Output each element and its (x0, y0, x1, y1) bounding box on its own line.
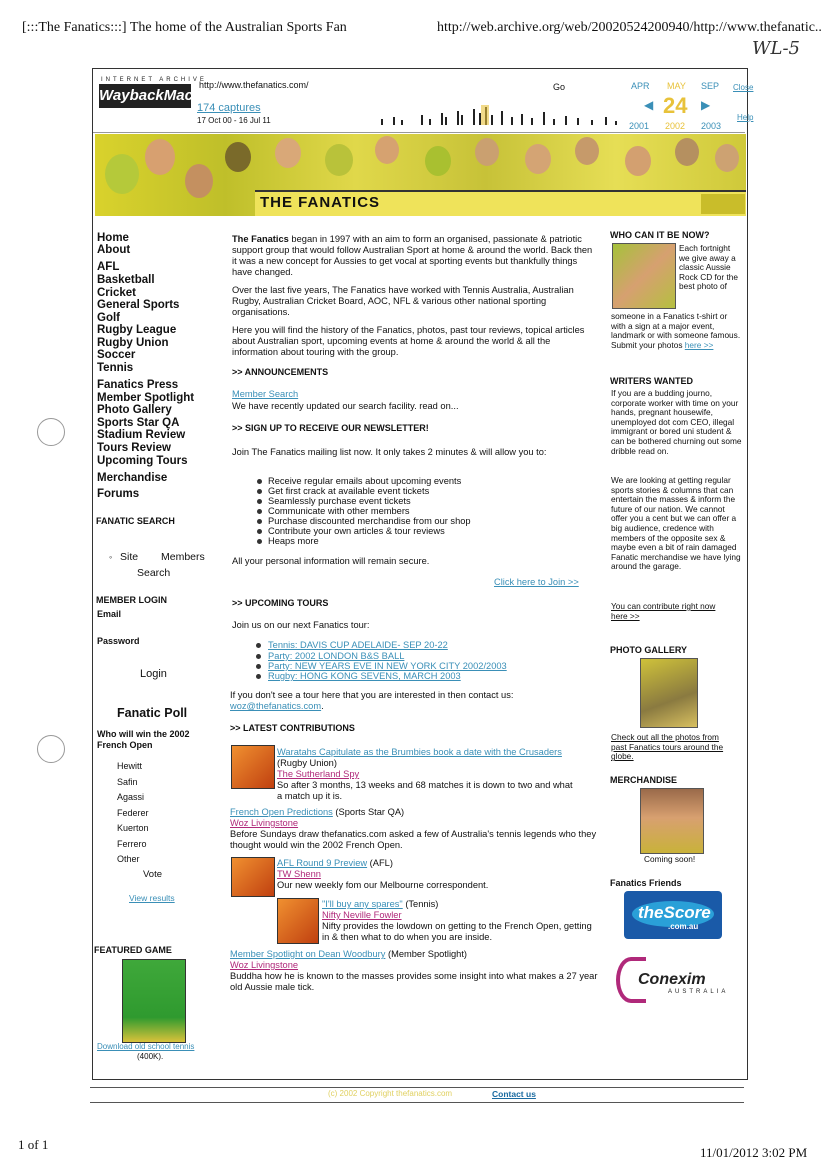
contribution-author-link[interactable]: TW Shenn (277, 869, 321, 879)
tours-intro: Join us on our next Fanatics tour: (232, 620, 370, 630)
search-button[interactable]: Search (137, 567, 171, 579)
contribution-item (277, 858, 577, 891)
intro-text: began in 1997 with an aim to form an organised, passionate & patriotic support group that would follow Australian Sport at home & around the world. Back then it was a new concept for Aussies to get vocal at sporting events but thankfully things have changed. (232, 234, 593, 277)
photo-gallery-heading: PHOTO GALLERY (610, 645, 688, 655)
newsletter-bullet: Seamlessly purchase event tickets (268, 496, 411, 506)
merchandise-image[interactable] (640, 788, 704, 854)
wayback-month-next[interactable]: SEP (701, 81, 720, 91)
bullet-icon (256, 674, 261, 679)
nav-basketball[interactable]: Basketball (97, 274, 155, 286)
wayback-next-arrow-icon[interactable]: ▶ (701, 98, 711, 112)
poll-option-safin[interactable]: Safin (117, 777, 138, 787)
wayback-day: 24 (663, 93, 688, 118)
nav-tours-review[interactable]: Tours Review (97, 442, 171, 454)
wayback-logo[interactable]: WaybackMachine (99, 84, 191, 108)
who-can-it-be-heading: WHO CAN IT BE NOW? (610, 230, 710, 240)
photo-gallery-link[interactable]: Check out all the photos from past Fanatics tours around the globe. (611, 732, 724, 762)
wayback-captures-link[interactable]: 174 captures (197, 102, 261, 114)
poll-question: Who will win the 2002 French Open (97, 729, 190, 750)
friends-heading: Fanatics Friends (610, 878, 682, 888)
nav-home[interactable]: Home (97, 232, 129, 244)
print-date: 11/01/2012 3:02 PM (700, 1145, 808, 1160)
bullet-icon (257, 499, 262, 504)
bullet-icon (257, 529, 262, 534)
contribution-thumbnail[interactable] (231, 857, 275, 897)
member-search-text: We have recently updated our search facility. read on... (232, 401, 459, 411)
winner-photo[interactable] (612, 243, 676, 309)
contribution-title-link[interactable]: "I'll buy any spares" (322, 899, 403, 909)
contribution-tag: (Member Spotlight) (385, 949, 468, 959)
conexim-logo-sub: AUSTRALIA (668, 989, 729, 995)
contribution-item (277, 747, 577, 802)
merchandise-note: Coming soon! (644, 854, 696, 864)
contribution-summary: Buddha how he is known to the masses provides some insight into what makes a 27 year old Aussie male tick. (230, 971, 598, 992)
nav-tennis[interactable]: Tennis (97, 362, 134, 374)
contribution-thumbnail[interactable] (231, 745, 275, 789)
contribution-summary: Our new weekly fom our Melbourne correspondent. (277, 880, 489, 890)
nav-general-sports[interactable]: General Sports (97, 299, 180, 311)
print-page-number: 1 of 1 (18, 1137, 49, 1152)
wayback-month-current: MAY (667, 81, 686, 91)
bullet-icon (256, 654, 261, 659)
contribution-author-link[interactable]: Woz Livingstone (230, 818, 299, 828)
thescore-logo-text: theScore (638, 903, 711, 922)
contributions-heading: >> LATEST CONTRIBUTIONS (230, 723, 355, 733)
contribution-tag: (AFL) (367, 858, 393, 868)
footer-bar (90, 1087, 744, 1103)
tours-heading: >> UPCOMING TOURS (232, 598, 329, 608)
featured-game-heading: FEATURED GAME (94, 945, 172, 955)
search-site-label: Site (120, 551, 139, 563)
contribution-tag: (Rugby Union) (277, 758, 337, 768)
vote-button[interactable]: Vote (143, 869, 163, 880)
thescore-logo-sub: .com.au (668, 922, 699, 931)
newsletter-bullet: Purchase discounted merchandise from our shop (268, 516, 471, 526)
nav-about[interactable]: About (97, 244, 131, 256)
newsletter-bullet: Heaps more (268, 536, 319, 546)
contribution-thumbnail[interactable] (277, 898, 319, 944)
secure-text: All your personal information will remain secure. (232, 556, 430, 566)
contribution-author-link[interactable]: Woz Livingstone (230, 960, 299, 970)
footer-copyright: (c) 2002 Copyright thefanatics.com (328, 1089, 453, 1098)
wayback-year-current: 2002 (665, 121, 686, 131)
nav-upcoming-tours[interactable]: Upcoming Tours (97, 455, 188, 467)
wayback-year-next[interactable]: 2003 (701, 121, 722, 131)
punch-hole (37, 418, 65, 446)
handwritten-note: WL-5 (752, 38, 800, 59)
tours-email-link[interactable]: woz@thefanatics.com (230, 701, 322, 711)
tours-email-end: . (321, 701, 324, 711)
newsletter-bullet: Receive regular emails about upcoming events (268, 476, 462, 486)
contribution-summary: So after 3 months, 13 weeks and 68 matches it is down to two and what a match up it is. (277, 780, 573, 801)
poll-option-kuerton[interactable]: Kuerton (117, 823, 149, 833)
wayback-close-button[interactable]: Close (733, 83, 754, 92)
search-site-radio[interactable]: ◦ (109, 552, 113, 562)
newsletter-bullet: Get first crack at available event tickets (268, 486, 430, 496)
contribution-item (230, 949, 600, 993)
contribution-title-link[interactable]: French Open Predictions (230, 807, 333, 817)
featured-game-size: (400K). (137, 1052, 164, 1061)
banner-title: THE FANATICS (260, 194, 381, 211)
bullet-icon (256, 643, 261, 648)
newsletter-text: Join The Fanatics mailing list now. It only takes 2 minutes & will allow you to: (232, 447, 547, 457)
nav-merchandise[interactable]: Merchandise (97, 472, 168, 484)
partners-paragraph: Over the last five years, The Fanatics have worked with Tennis Australia, Australian Rugby, Australian Cricket Board, AOC, NFL & various other national sporting organisations. (232, 285, 574, 317)
newsletter-heading: >> SIGN UP TO RECEIVE OUR NEWSLETTER! (232, 423, 429, 433)
wayback-month-prev[interactable]: APR (631, 81, 650, 91)
wayback-sparkline[interactable] (381, 105, 621, 125)
bullet-icon (257, 539, 262, 544)
wayback-url-input[interactable]: http://www.thefanatics.com/ (199, 80, 309, 90)
join-link[interactable]: Click here to Join >> (494, 577, 579, 587)
print-page-title: [:::The Fanatics:::] The home of the Australian Sports Fan (22, 20, 347, 35)
writers-text-2: We are looking at getting regular sports stories & columns that can entertain the masses & inform the future of our nation. We cannot offer you a cent but we can offer a big audience, credence with members of the opposite sex & maybe even a bit of rain damaged Fanatic merchandise we have lying around the garage. (611, 475, 741, 572)
contribution-summary: Nifty provides the lowdown on getting to the French Open, getting in & then what to do when you are inside. (322, 921, 592, 942)
bullet-icon (257, 509, 262, 514)
nav-rugby-union[interactable]: Rugby Union (97, 337, 169, 349)
contribute-link[interactable]: You can contribute right now here >> (611, 601, 716, 621)
who-can-it-be-text: Each fortnight we give away a classic Aussie Rock CD for the best photo of (679, 243, 739, 292)
conexim-logo[interactable] (612, 955, 727, 1001)
punch-hole (37, 735, 65, 763)
bullet-icon (256, 664, 261, 669)
poll-title: Fanatic Poll (117, 706, 188, 720)
nav-fanatics-press[interactable]: Fanatics Press (97, 379, 179, 391)
featured-game-link[interactable]: Download old school tennis (97, 1042, 195, 1051)
intro-paragraph (232, 234, 597, 278)
writers-heading: WRITERS WANTED (610, 376, 693, 386)
login-heading: MEMBER LOGIN (96, 595, 167, 605)
photo-gallery-image[interactable] (640, 658, 698, 728)
wayback-logo-caption: INTERNET ARCHIVE (101, 77, 207, 83)
poll-option-federer[interactable]: Federer (117, 808, 149, 818)
nav-photo-gallery[interactable]: Photo Gallery (97, 404, 172, 416)
tour-link[interactable]: Party: NEW YEARS EVE IN NEW YORK CITY 2002/2003 (268, 661, 507, 671)
nav-cricket[interactable]: Cricket (97, 287, 136, 299)
merchandise-heading: MERCHANDISE (610, 775, 678, 785)
announcements-heading: >> ANNOUNCEMENTS (232, 367, 329, 377)
tours-contact (230, 690, 595, 712)
poll-option-ferrero[interactable]: Ferrero (117, 839, 147, 849)
writers-text: If you are a budding journo, corporate worker with time on your hands, pregnant housewife, unemployed dot com CEO, illegal immigrant or bored uni student & can be bothered churning out some dribble read on. (611, 388, 742, 456)
contribution-title-link[interactable]: Member Spotlight on Dean Woodbury (230, 949, 386, 959)
info-paragraph: Here you will find the history of the Fanatics, photos, past tour reviews, topical articles about Australian sport, upcoming events at home & around the world & all the information about touring with the group. (232, 325, 585, 357)
wayback-toolbar (93, 69, 754, 133)
nav-member-spotlight[interactable]: Member Spotlight (97, 392, 195, 404)
tours-contact-text: If you don't see a tour here that you are interested in then contact us: (230, 690, 514, 700)
site-banner (95, 134, 746, 216)
contribution-item (230, 807, 600, 851)
nav-soccer[interactable]: Soccer (97, 349, 136, 361)
contact-us-link[interactable]: Contact us (492, 1089, 536, 1099)
search-members-label[interactable]: Members (161, 551, 205, 563)
intro-brand: The Fanatics (232, 234, 289, 244)
thescore-logo[interactable] (624, 891, 722, 939)
submit-photos-link[interactable]: here >> (684, 339, 714, 350)
newsletter-bullet: Communicate with other members (268, 506, 410, 516)
contribution-tag: (Sports Star QA) (332, 807, 405, 817)
poll-option-agassi[interactable]: Agassi (117, 792, 145, 802)
password-label: Password (97, 636, 140, 646)
nav-rugby-league[interactable]: Rugby League (97, 324, 177, 336)
contribution-title-link[interactable]: AFL Round 9 Preview (277, 858, 368, 868)
contribution-author-link[interactable]: Nifty Neville Fowler (322, 910, 402, 920)
contribution-summary: Before Sundays draw thefanatics.com asked a few of Australia's tennis legends who they thought would win the 2002 French Open. (230, 829, 597, 850)
contribution-title-link[interactable]: Waratahs Capitulate as the Brumbies book a date with the Crusaders (277, 747, 562, 757)
bullet-icon (257, 489, 262, 494)
member-search-link[interactable]: Member Search (232, 389, 299, 399)
contribution-tag: (Tennis) (402, 899, 439, 909)
nav-afl[interactable]: AFL (97, 261, 120, 273)
view-results-link[interactable]: View results (129, 893, 175, 903)
poll-option-other[interactable]: Other (117, 854, 140, 864)
tour-link[interactable]: Rugby: HONG KONG SEVENS, MARCH 2003 (268, 671, 461, 681)
nav-sports-star-qa[interactable]: Sports Star QA (97, 417, 180, 429)
tour-link[interactable]: Party: 2002 LONDON B&S BALL (268, 651, 405, 661)
wayback-year-prev[interactable]: 2001 (629, 121, 650, 131)
bullet-icon (257, 479, 262, 484)
conexim-logo-text: Conexim (638, 971, 706, 988)
login-button[interactable]: Login (140, 668, 167, 680)
wayback-date-range: 17 Oct 00 - 16 Jul 11 (197, 116, 271, 125)
print-page-url: http://web.archive.org/web/20020524200940/http://www.thefanatic.. (437, 20, 822, 35)
wayback-go-button[interactable]: Go (553, 82, 566, 92)
nav-forums[interactable]: Forums (97, 488, 140, 500)
banner-logo-icon (701, 194, 745, 214)
nav-stadium-review[interactable]: Stadium Review (97, 429, 186, 441)
search-heading: FANATIC SEARCH (96, 516, 175, 526)
email-label: Email (97, 609, 122, 619)
who-can-it-be-text-cont (611, 312, 743, 350)
wayback-prev-arrow-icon[interactable]: ◀ (644, 98, 654, 112)
nav-golf[interactable]: Golf (97, 312, 120, 324)
bullet-icon (257, 519, 262, 524)
featured-game-image[interactable] (122, 959, 186, 1043)
tour-link[interactable]: Tennis: DAVIS CUP ADELAIDE- SEP 20-22 (268, 640, 448, 650)
poll-option-hewitt[interactable]: Hewitt (117, 761, 143, 771)
newsletter-bullet: Contribute your own articles & tour reviews (268, 526, 445, 536)
contribution-author-link[interactable]: The Sutherland Spy (277, 769, 360, 779)
who-can-it-be-text-more: someone in a Fanatics t-shirt or with a sign at a major event, landmark or with someone famous. Submit your photos (611, 311, 741, 350)
wayback-help-link[interactable]: Help (737, 113, 754, 122)
contribution-item (322, 899, 594, 943)
